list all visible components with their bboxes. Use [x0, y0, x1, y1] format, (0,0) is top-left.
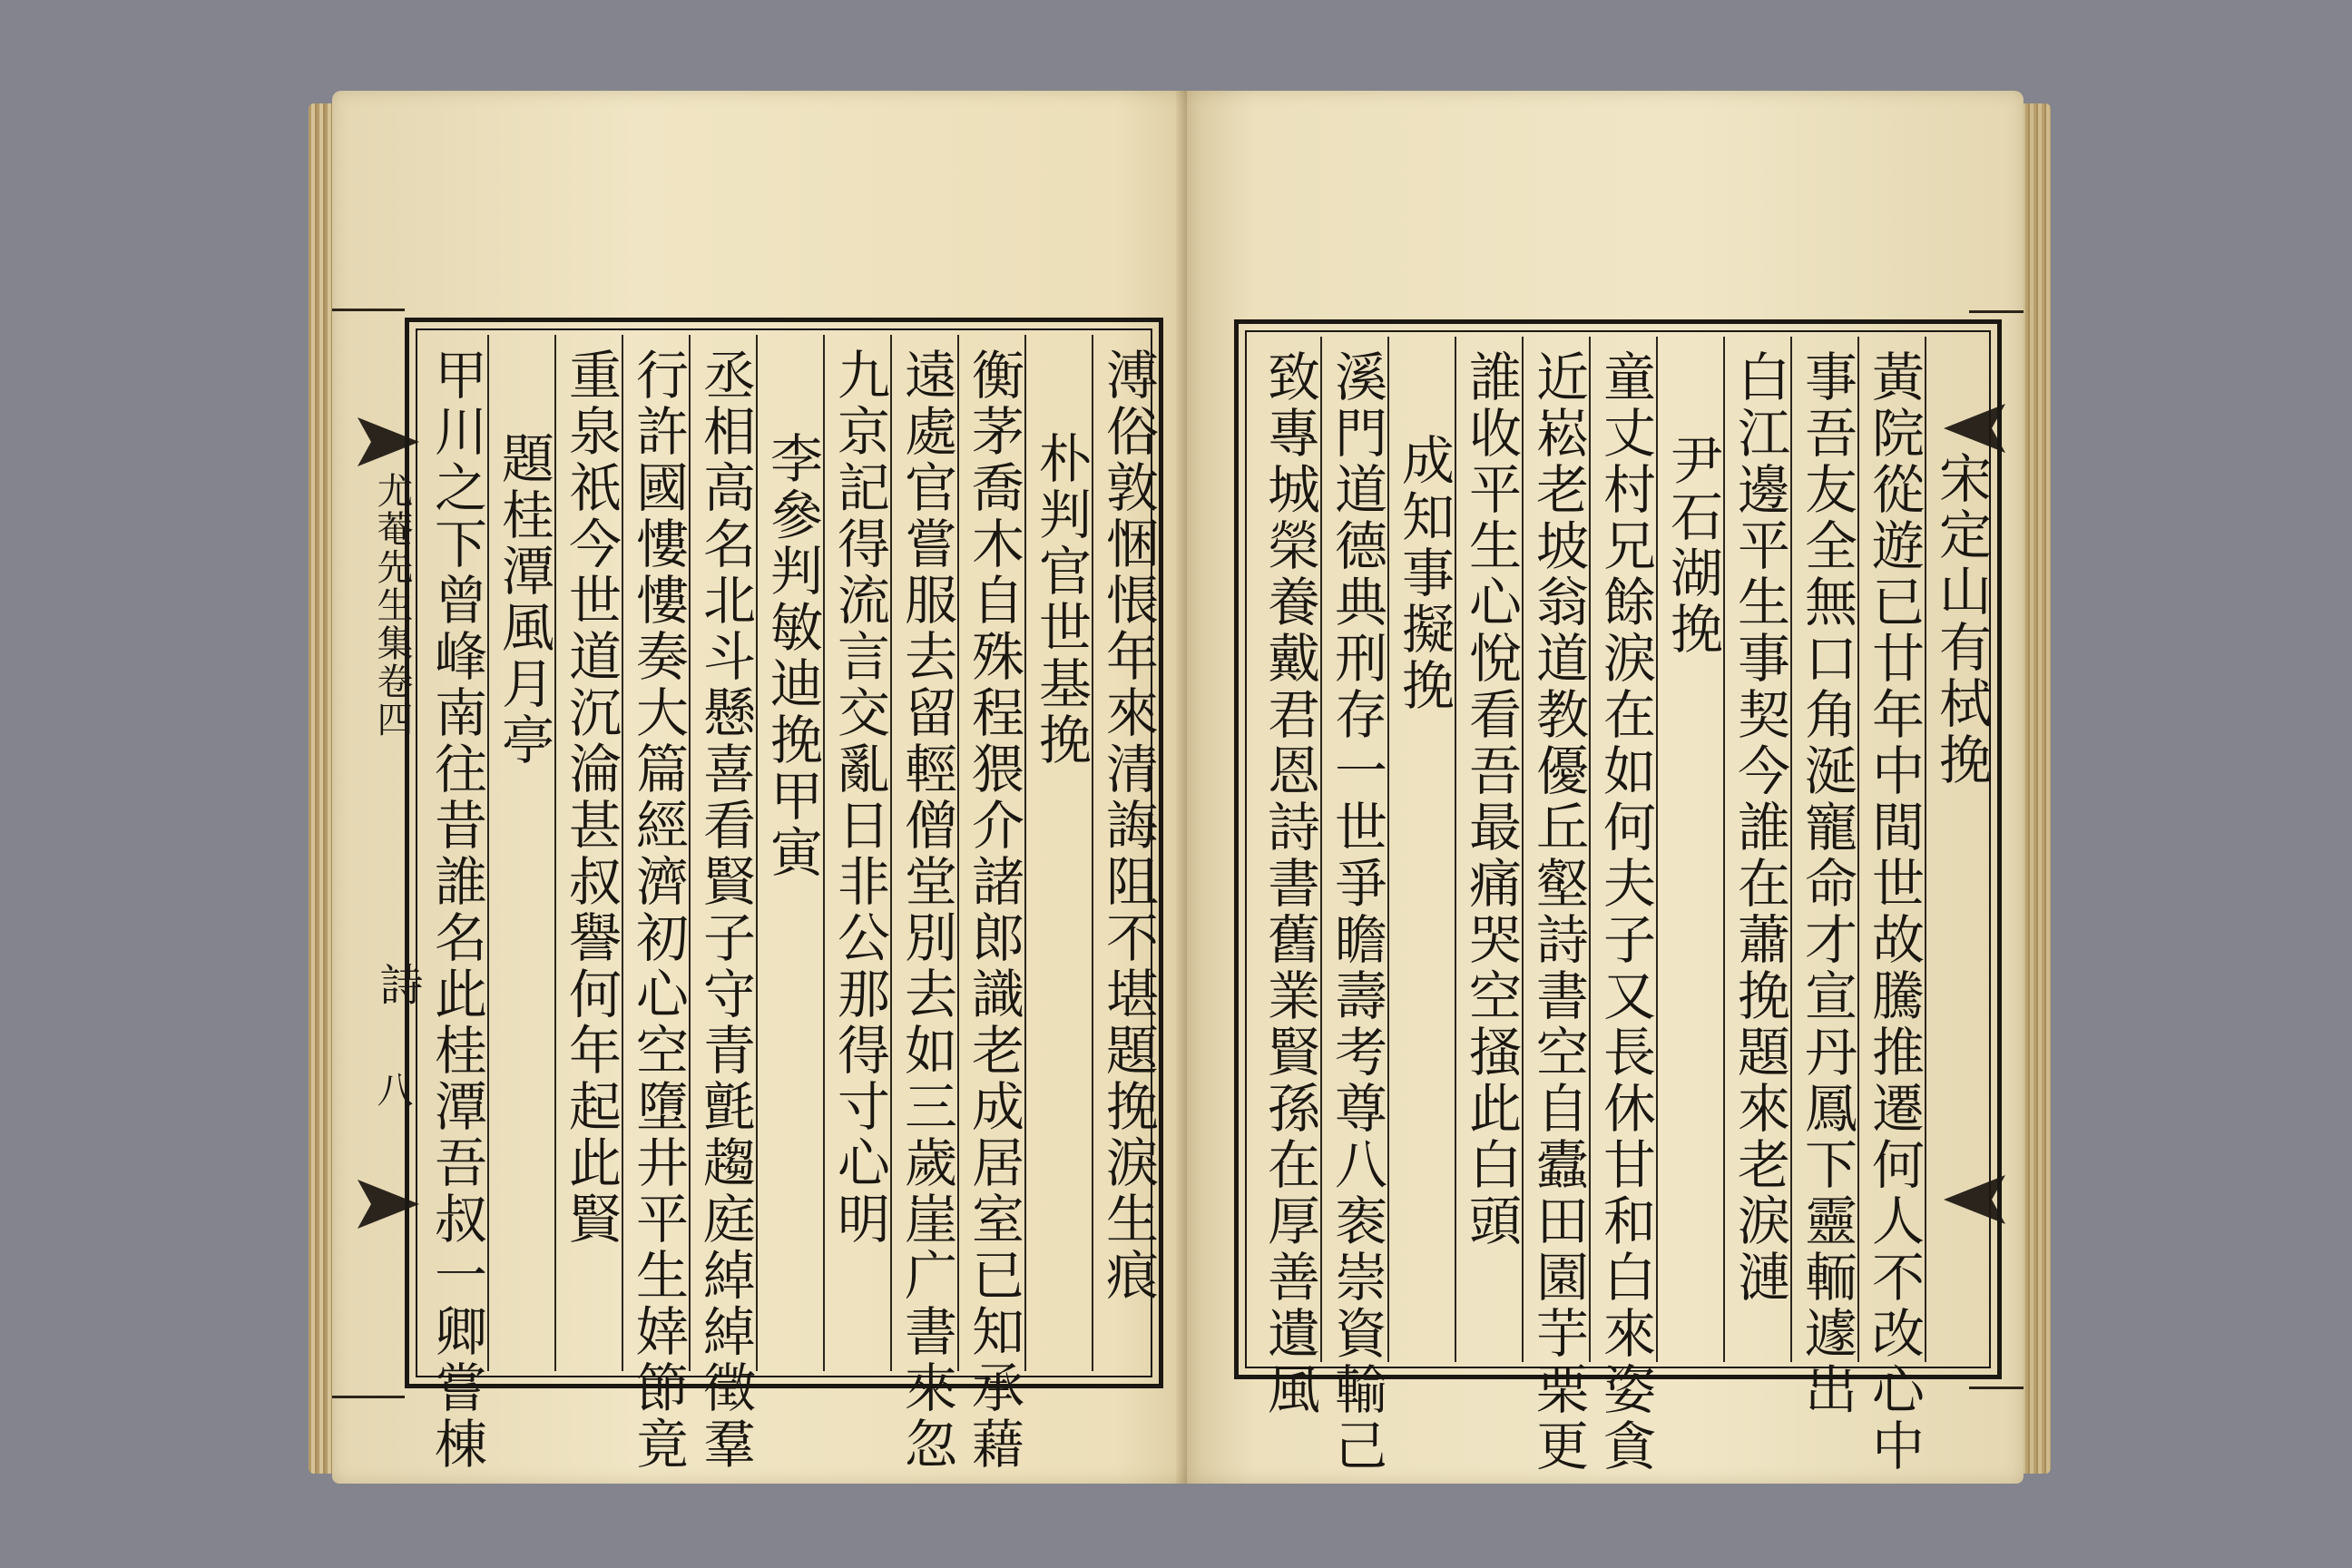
column-rule [487, 335, 489, 1371]
poem-title: 成知事擬挽 [1393, 433, 1455, 714]
right-page [1187, 91, 2024, 1484]
left-page [332, 91, 1203, 1484]
text-column: 遠處官嘗服去留輕僧堂別去如三歲崖广書來忽 [896, 348, 957, 1473]
margin-page-number: 八 [371, 1071, 413, 1109]
text-column: 誰收平生心悅看吾最痛哭空搔此白頭 [1460, 349, 1522, 1250]
column-rule [1589, 337, 1591, 1362]
poem-title: 李參判敏迪挽甲寅 [761, 431, 823, 881]
column-rule [1024, 335, 1026, 1371]
column-rule [554, 335, 556, 1371]
column-rule [622, 335, 623, 1371]
binding-thread [1969, 310, 2024, 313]
text-column: 溥俗敦悃悵年來清誨阻不堪題挽淚生痕 [1097, 348, 1159, 1304]
margin-title: 尤菴先生集卷四 [371, 472, 413, 739]
text-column: 重泉祇今世道沉淪甚叔譽何年起此賢 [560, 348, 622, 1248]
open-book [309, 83, 2051, 1490]
poem-title: 尹石湖挽 [1661, 433, 1723, 658]
text-column: 溪門道德典刑存一世爭瞻壽考尊八袠崇資輸己 [1326, 349, 1387, 1475]
column-rule [823, 335, 825, 1371]
column-rule [1092, 335, 1093, 1371]
column-rule [1857, 337, 1859, 1362]
text-column: 近崧老坡翁道教優丘壑詩書空自蠹田園芋栗更 [1527, 349, 1589, 1475]
column-rule [756, 335, 758, 1371]
column-rule [890, 335, 892, 1371]
column-rule [1387, 337, 1389, 1362]
text-column: 行許國慺慺奏大篇經濟初心空墮井平生婞節竟 [627, 348, 689, 1473]
column-rule [1656, 337, 1658, 1362]
poem-title: 宋定山有栻挽 [1930, 451, 1992, 789]
text-column: 致專城榮養戴君恩詩書舊業賢孫在厚善遺風 [1259, 349, 1320, 1418]
text-column: 甲川之下曾峰南往昔誰名此桂潭吾叔一卿嘗棟 [426, 348, 487, 1473]
column-rule [1723, 337, 1725, 1362]
column-rule [1455, 337, 1456, 1362]
column-rule [957, 335, 959, 1371]
poem-title: 題桂潭風月亭 [493, 431, 554, 769]
binding-thread [332, 1396, 405, 1398]
text-column: 丞相高名北斗懸喜看賢子守青氈趨庭綽綽徵羣 [694, 348, 756, 1473]
book-edge-right [2020, 103, 2051, 1474]
text-frame-right [1234, 319, 2002, 1475]
text-frame-left [405, 318, 1163, 1473]
column-rule [1320, 337, 1322, 1362]
column-rule [1790, 337, 1792, 1362]
text-column: 童丈村兄餘淚在如何夫子又長休甘和白來姿貪 [1594, 349, 1656, 1475]
text-column: 九京記得流言交亂日非公那得寸心明 [828, 348, 890, 1248]
text-column: 事吾友全無口角涎寵命才宣丹鳳下靈輀遽出 [1796, 349, 1857, 1418]
poem-title: 朴判官世基挽 [1030, 431, 1092, 769]
text-column: 黃院從遊已廿年中間世故騰推遷何人不改心中 [1863, 349, 1925, 1475]
column-rule [1925, 337, 1926, 1362]
margin-section: 詩 [372, 962, 423, 1007]
binding-thread [332, 309, 405, 311]
text-column: 衡茅喬木自殊程猥介諸郎識老成居室已知承藉 [963, 348, 1024, 1473]
text-column: 白江邊平生事契今誰在蕭挽題來老淚漣 [1729, 349, 1790, 1306]
column-rule [1522, 337, 1524, 1362]
column-rule [689, 335, 691, 1371]
binding-thread [1969, 1387, 2024, 1389]
